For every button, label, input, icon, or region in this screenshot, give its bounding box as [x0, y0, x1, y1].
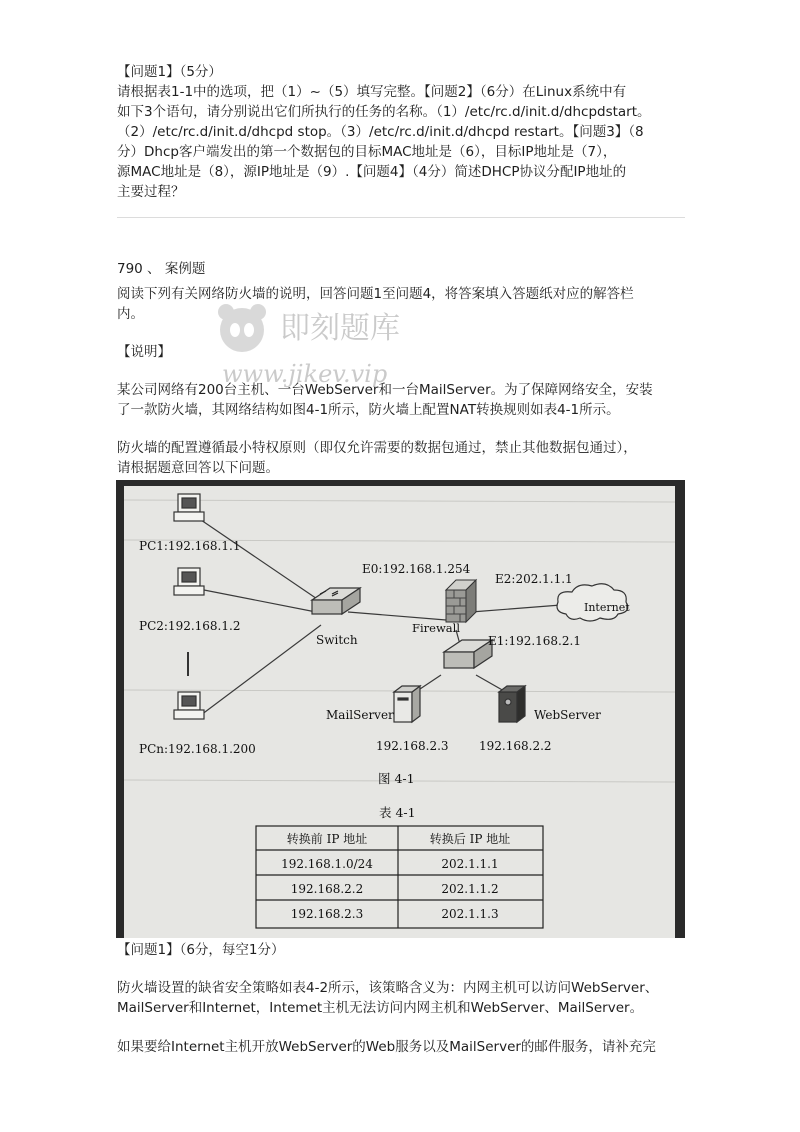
question-1-title: 【问题1】（5分）	[117, 64, 222, 80]
question-1-title: 【问题1】（6分，每空1分）	[117, 942, 285, 958]
network-figure	[116, 480, 685, 938]
question-text-line: 分）Dhcp客户端发出的第一个数据包的目标MAC地址是（6），目标IP地址是（7），	[117, 144, 617, 160]
mail-ip-label: 192.168.2.3	[376, 739, 449, 753]
description-line: 某公司网络有200台主机、一台WebServer和一台MailServer。为了保障网络安全，安装	[117, 382, 653, 398]
table-header: 转换前 IP 地址	[286, 832, 368, 846]
mailserver-icon	[394, 686, 420, 722]
question-text-line: 主要过程？	[117, 184, 185, 200]
section-label: 【说明】	[117, 344, 171, 360]
internet-label: Internet	[584, 601, 630, 614]
question-text-line: 源MAC地址是（8），源IP地址是（9）.【问题4】（4分）简述DHCP协议分配IP地址的	[117, 164, 627, 180]
table-cell: 202.1.1.2	[441, 882, 499, 896]
description-line: 了一款防火墙，其网络结构如图4-1所示，防火墙上配置NAT转换规则如表4-1所示。	[117, 402, 620, 418]
table-cell: 192.168.2.2	[290, 882, 364, 896]
table-caption: 表 4-1	[379, 805, 416, 820]
firewall-label: Firewall	[412, 621, 461, 635]
webserver-icon	[499, 686, 525, 722]
question-text-line: 防火墙设置的缺省安全策略如表4-2所示，该策略含义为：内网主机可以访问WebServer、	[117, 980, 659, 996]
table-cell: 202.1.1.1	[441, 857, 499, 871]
case-number: 790 、 案例题	[117, 261, 206, 277]
pc1-label: PC1:192.168.1.1	[139, 539, 241, 553]
firewall-icon	[446, 580, 476, 622]
table-cell: 202.1.1.3	[441, 907, 499, 921]
pc2-label: PC2:192.168.1.2	[139, 619, 241, 633]
section-divider	[117, 217, 685, 218]
case-intro-line: 阅读下列有关网络防火墙的说明，回答问题1至问题4，将答案填入答题纸对应的解答栏	[117, 286, 634, 302]
description-line: 请根据题意回答以下问题。	[117, 460, 279, 476]
case-intro-line: 内。	[117, 306, 144, 322]
question-text-line: MailServer和Internet，Intemet主机无法访问内网主机和WebServer、MailServer。	[117, 1000, 644, 1016]
webserver-label: WebServer	[534, 708, 601, 722]
question-text-line: （2）/etc/rc.d/init.d/dhcpd stop。（3）/etc/rc.d/init.d/dhcpd restart。【问题3】（8	[117, 124, 644, 140]
switch-label: Switch	[316, 633, 358, 647]
question-text-line: 请根据表1-1中的选项，把（1）~（5）填写完整。【问题2】（6分）在Linux系统中有	[117, 84, 627, 100]
watermark-url: www.jikev.vip	[222, 360, 388, 388]
table-cell: 192.168.1.0/24	[281, 857, 373, 871]
web-ip-label: 192.168.2.2	[479, 739, 552, 753]
pcn-label: PCn:192.168.1.200	[139, 742, 256, 756]
watermark-brand: 即刻题库	[280, 311, 400, 346]
description-line: 防火墙的配置遵循最小特权原则（即仅允许需要的数据包通过，禁止其他数据包通过），	[117, 440, 637, 456]
table-header: 转换后 IP 地址	[429, 832, 511, 846]
e1-label: E1:192.168.2.1	[488, 634, 581, 648]
e0-label: E0:192.168.1.254	[362, 562, 471, 576]
figure-caption: 图 4-1	[378, 771, 415, 786]
question-text-line: 如果要给Internet主机开放WebServer的Web服务以及MailServer的邮件服务，请补充完	[117, 1039, 656, 1055]
question-text-line: 如下3个语句，请分别说出它们所执行的任务的名称。（1）/etc/rc.d/init.d/dhcpdstart。	[117, 104, 651, 120]
table-cell: 192.168.2.3	[290, 907, 364, 921]
e2-label: E2:202.1.1.1	[495, 572, 573, 586]
mailserver-label: MailServer	[326, 708, 394, 722]
